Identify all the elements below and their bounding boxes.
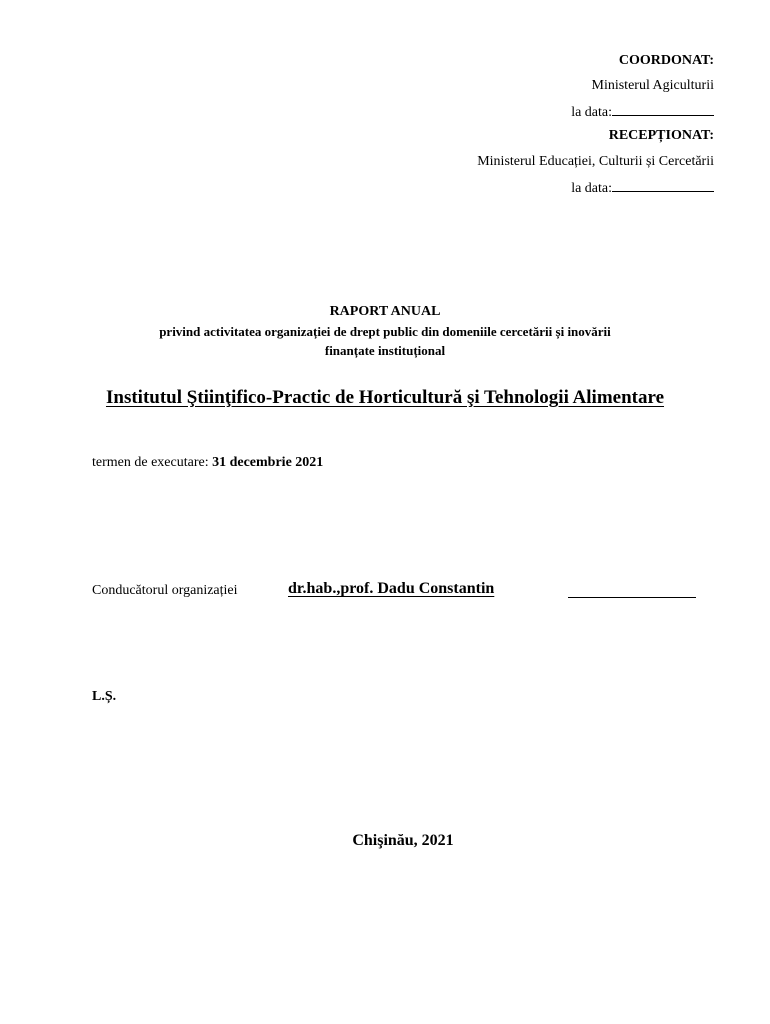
leader-label: Conducătorul organizației <box>92 583 238 598</box>
receptionat-date-label: la data: <box>571 181 612 196</box>
signature-line <box>568 597 696 598</box>
report-subtitle: privind activitatea organizației de drept public din domeniile cercetării și inovării <box>159 324 611 339</box>
coordonat-date-line <box>571 103 714 121</box>
institute-name: Institutul Ştiinţifico-Practic de Horticultură şi Tehnologii Alimentare <box>105 387 665 408</box>
stamp-label: L.Ș. <box>92 689 117 704</box>
receptionat-ministry: Ministerul Educației, Culturii și Cercetării <box>477 154 714 169</box>
coordonat-date-blank <box>612 103 714 116</box>
receptionat-label: RECEPȚIONAT: <box>608 128 714 143</box>
coordonat-date-label: la data: <box>571 105 612 120</box>
deadline-label: termen de executare: <box>92 455 209 470</box>
leader-name: dr.hab.,prof. Dadu Constantin <box>288 580 495 597</box>
deadline-line <box>92 455 323 471</box>
receptionat-date-line <box>571 179 714 197</box>
report-title: RAPORT ANUAL <box>329 304 441 319</box>
deadline-value: 31 decembrie 2021 <box>212 455 324 470</box>
place-year: Chişinău, 2021 <box>352 832 454 849</box>
coordonat-label: COORDONAT: <box>618 53 714 68</box>
coordonat-ministry: Ministerul Agiculturii <box>591 78 714 93</box>
report-subtitle-2: finanțate instituțional <box>324 343 446 358</box>
receptionat-date-blank <box>612 179 714 192</box>
